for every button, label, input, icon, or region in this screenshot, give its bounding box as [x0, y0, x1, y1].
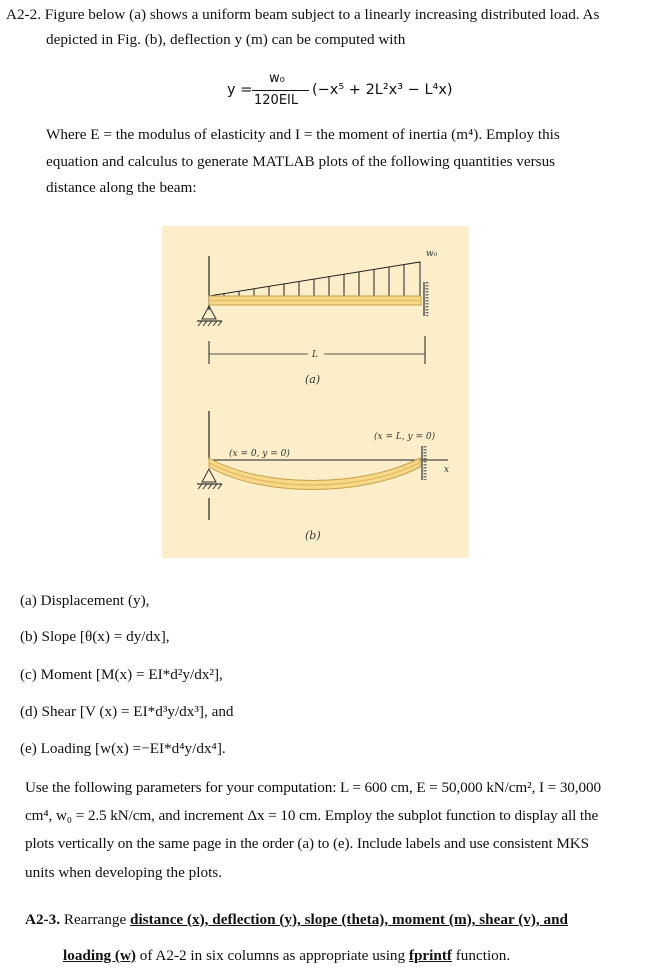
a2-3-line-1: [25, 911, 568, 929]
a2-3-line-2: [63, 947, 510, 965]
left-boundary-condition: (x = 0, y = 0): [229, 449, 290, 459]
where-line-1: Where E = the modulus of elasticity and I = the moment of inertia (m⁴). Employ this: [46, 126, 560, 143]
where-line-2: equation and calculus to generate MATLAB plots of the following quantities versus: [46, 153, 556, 170]
params-line-1: Use the following parameters for your computation: L = 600 cm, E = 50,000 kN/cm², I = 30,000: [25, 779, 601, 796]
params-line-3: plots vertically on the same page in the order (a) to (e). Include labels and use consistent MKS: [25, 835, 589, 852]
fraction-bar: [252, 90, 309, 91]
a2-3-rearrange: Rearrange: [63, 911, 127, 928]
caption-a: (a): [305, 373, 321, 386]
right-roller-support-b: [422, 446, 425, 480]
caption-b: (b): [305, 529, 321, 542]
params-line-4: units when developing the plots.: [25, 864, 222, 881]
equation-numerator: w₀: [269, 71, 285, 86]
beam-figure-svg: [162, 226, 469, 558]
equation-denominator: 120EIL: [254, 93, 299, 108]
params-line-2: cm⁴, w₀ = 2.5 kN/cm, and increment Δx = 10 cm. Employ the subplot function to display all the: [25, 807, 599, 824]
load-intensity-label: w₀: [426, 249, 438, 259]
a2-3-loading: loading (w): [63, 947, 136, 964]
a2-3-fprintf: fprintf: [408, 947, 452, 964]
beam-figure: [162, 226, 469, 558]
right-roller-support-a: [424, 282, 427, 316]
a2-3-mid: of A2-2 in six columns as appropriate using: [139, 947, 406, 964]
item-slope: (b) Slope [θ(x) = dy/dx],: [20, 628, 170, 645]
x-axis-label: x: [444, 465, 450, 475]
a2-3-end: function.: [455, 947, 511, 964]
item-shear: (d) Shear [V (x) = EI*d³y/dx³], and: [20, 703, 234, 720]
item-loading: (e) Loading [w(x) =−EI*d⁴y/dx⁴].: [20, 740, 226, 757]
item-moment: (c) Moment [M(x) = EI*d²y/dx²],: [20, 666, 223, 683]
a2-3-columns-list: distance (x), deflection (y), slope (theta), moment (m), shear (v), and: [130, 911, 568, 928]
where-line-3: distance along the beam:: [46, 179, 197, 196]
a2-3-label: A2-3.: [25, 911, 61, 928]
span-label: L: [312, 350, 318, 360]
item-displacement: (a) Displacement (y),: [20, 592, 150, 609]
problem-statement-line-2: depicted in Fig. (b), deflection y (m) can be computed with: [46, 31, 406, 48]
equation-lhs: y =: [227, 82, 253, 98]
right-boundary-condition: (x = L, y = 0): [374, 432, 436, 442]
problem-statement-line-1: A2-2. Figure below (a) shows a uniform beam subject to a linearly increasing distributed load. As: [6, 6, 600, 23]
equation-rhs: (−x⁵ + 2L²x³ − L⁴x): [312, 82, 453, 98]
